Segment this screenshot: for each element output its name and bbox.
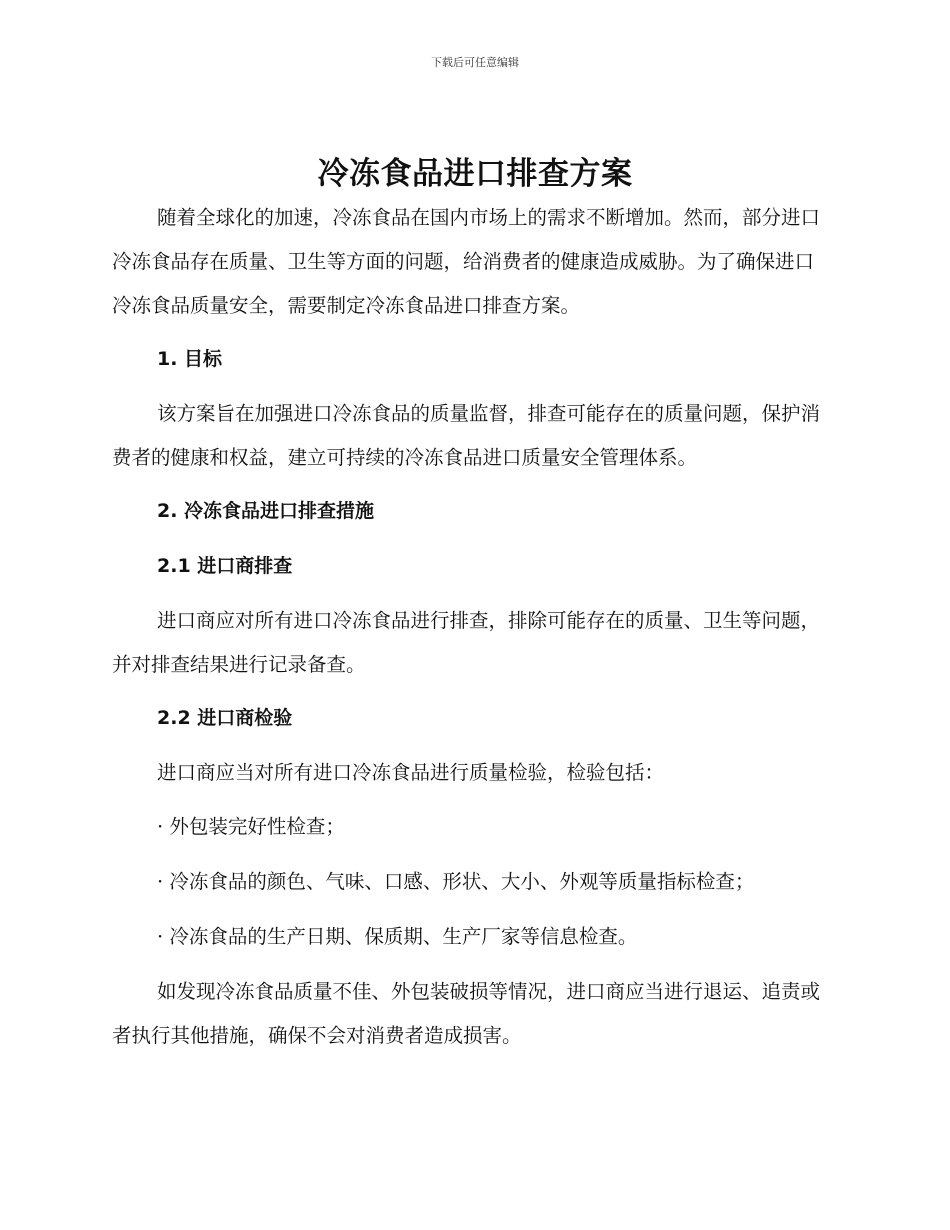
- bullet-item: · 冷冻食品的颜色、气味、口感、形状、大小、外观等质量指标检查；: [157, 870, 755, 893]
- section-1-heading: 1. 目标: [157, 348, 223, 370]
- section-2-1-paragraph: 进口商应对所有进口冷冻食品进行排查，排除可能存在的质量、卫生等问题，并对排查结果进行记录备查。: [112, 609, 821, 676]
- document-title: 冷冻食品进口排查方案: [317, 156, 633, 192]
- intro-paragraph: 随着全球化的加速，冷冻食品在国内市场上的需求不断增加。然而，部分进口冷冻食品存在质量、卫生等方面的问题，给消费者的健康造成威胁。为了确保进口冷冻食品质量安全，需要制定冷冻食品进口排查方案。: [112, 206, 821, 317]
- section-2-2-closing-paragraph: 如发现冷冻食品质量不佳、外包装破损等情况，进口商应当进行退运、追责或者执行其他措施，确保不会对消费者造成损害。: [112, 980, 821, 1047]
- bullet-item: · 冷冻食品的生产日期、保质期、生产厂家等信息检查。: [157, 925, 638, 948]
- bullet-item: · 外包装完好性检查；: [157, 815, 345, 838]
- section-2-heading: 2. 冷冻食品进口排查措施: [157, 500, 375, 522]
- header-note: 下载后可任意编辑: [431, 56, 519, 69]
- section-2-1-heading: 2.1 进口商排查: [157, 555, 293, 577]
- section-2-2-heading: 2.2 进口商检验: [157, 707, 293, 729]
- section-1-paragraph: 该方案旨在加强进口冷冻食品的质量监督，排查可能存在的质量问题，保护消费者的健康和权益，建立可持续的冷冻食品进口质量安全管理体系。: [112, 402, 821, 469]
- section-2-2-paragraph: 进口商应当对所有进口冷冻食品进行质量检验，检验包括：: [157, 761, 665, 784]
